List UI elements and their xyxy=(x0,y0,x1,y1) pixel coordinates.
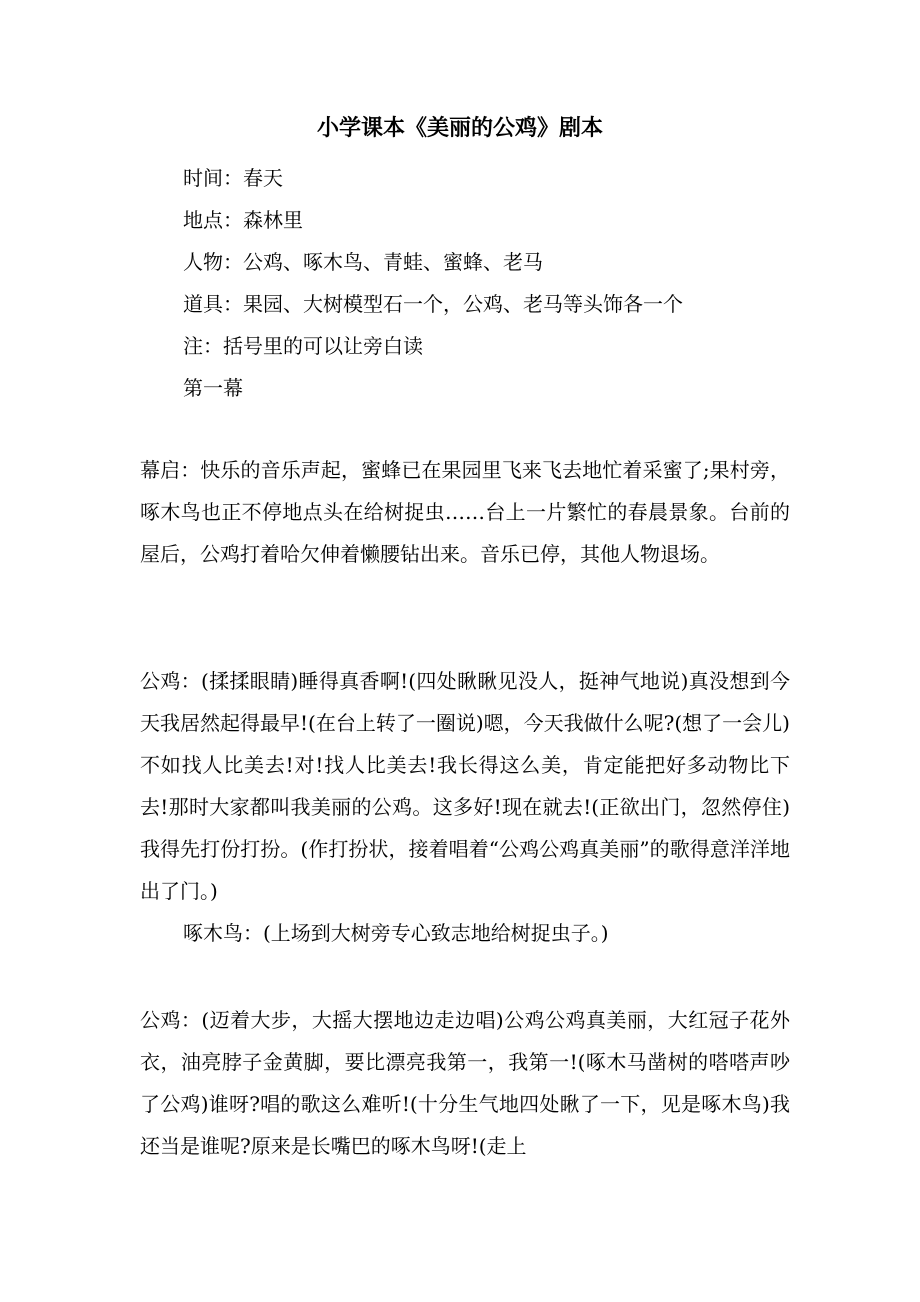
dialogue-block-continued xyxy=(140,999,790,1167)
woodpecker-dialogue-paragraph: 啄木鸟：(上场到大树旁专心致志地给树捉虫子。) xyxy=(183,921,609,945)
rooster-dialogue-paragraph-continued: 公鸡：(迈着大步，大摇大摆地边走边唱)公鸡公鸡真美丽，大红冠子花外衣，油亮脖子金黄脚，要比漂亮我第一，我第一!(啄木马凿树的嗒嗒声吵了公鸡)谁呀?唱的歌这么难听!(十分生气地四处瞅了一下，见是啄木鸟)我还当是谁呢?原来是长嘴巴的啄木鸟呀!(走上 xyxy=(140,1008,790,1158)
act-heading: 第一幕 xyxy=(183,376,243,400)
rooster-dialogue-paragraph: 公鸡：(揉揉眼睛)睡得真香啊!(四处瞅瞅见没人，挺神气地说)真没想到今天我居然起得最早!(在台上转了一圈说)嗯，今天我做什么呢?(想了一会儿)不如找人比美去!对!找人比美去!我长得这么美，肯定能把好多动物比下去!那时大家都叫我美丽的公鸡。这多好!现在就去!(正欲出门，忽然停住)我得先打份打扮。(作打扮状，接着唱着“公鸡公鸡真美丽”的歌得意洋洋地出了门。) xyxy=(140,669,790,903)
meta-place: 地点：森林里 xyxy=(183,208,303,232)
document-title: 小学课本《美丽的公鸡》剧本 xyxy=(316,115,603,141)
dialogue-block xyxy=(140,660,790,954)
meta-characters: 人物：公鸡、啄木鸟、青蛙、蜜蜂、老马 xyxy=(183,250,543,274)
meta-time: 时间：春天 xyxy=(183,166,283,190)
stage-direction-block xyxy=(140,449,790,575)
stage-direction-paragraph: 幕启：快乐的音乐声起，蜜蜂已在果园里飞来飞去地忙着采蜜了;果村旁，啄木鸟也正不停地点头在给树捉虫……台上一片繁忙的春晨景象。台前的屋后，公鸡打着哈欠伸着懒腰钻出来。音乐已停，其他人物退场。 xyxy=(140,458,790,566)
meta-note: 注：括号里的可以让旁白读 xyxy=(183,334,423,358)
meta-props: 道具：果园、大树模型石一个，公鸡、老马等头饰各一个 xyxy=(183,292,683,316)
script-meta xyxy=(183,157,823,409)
